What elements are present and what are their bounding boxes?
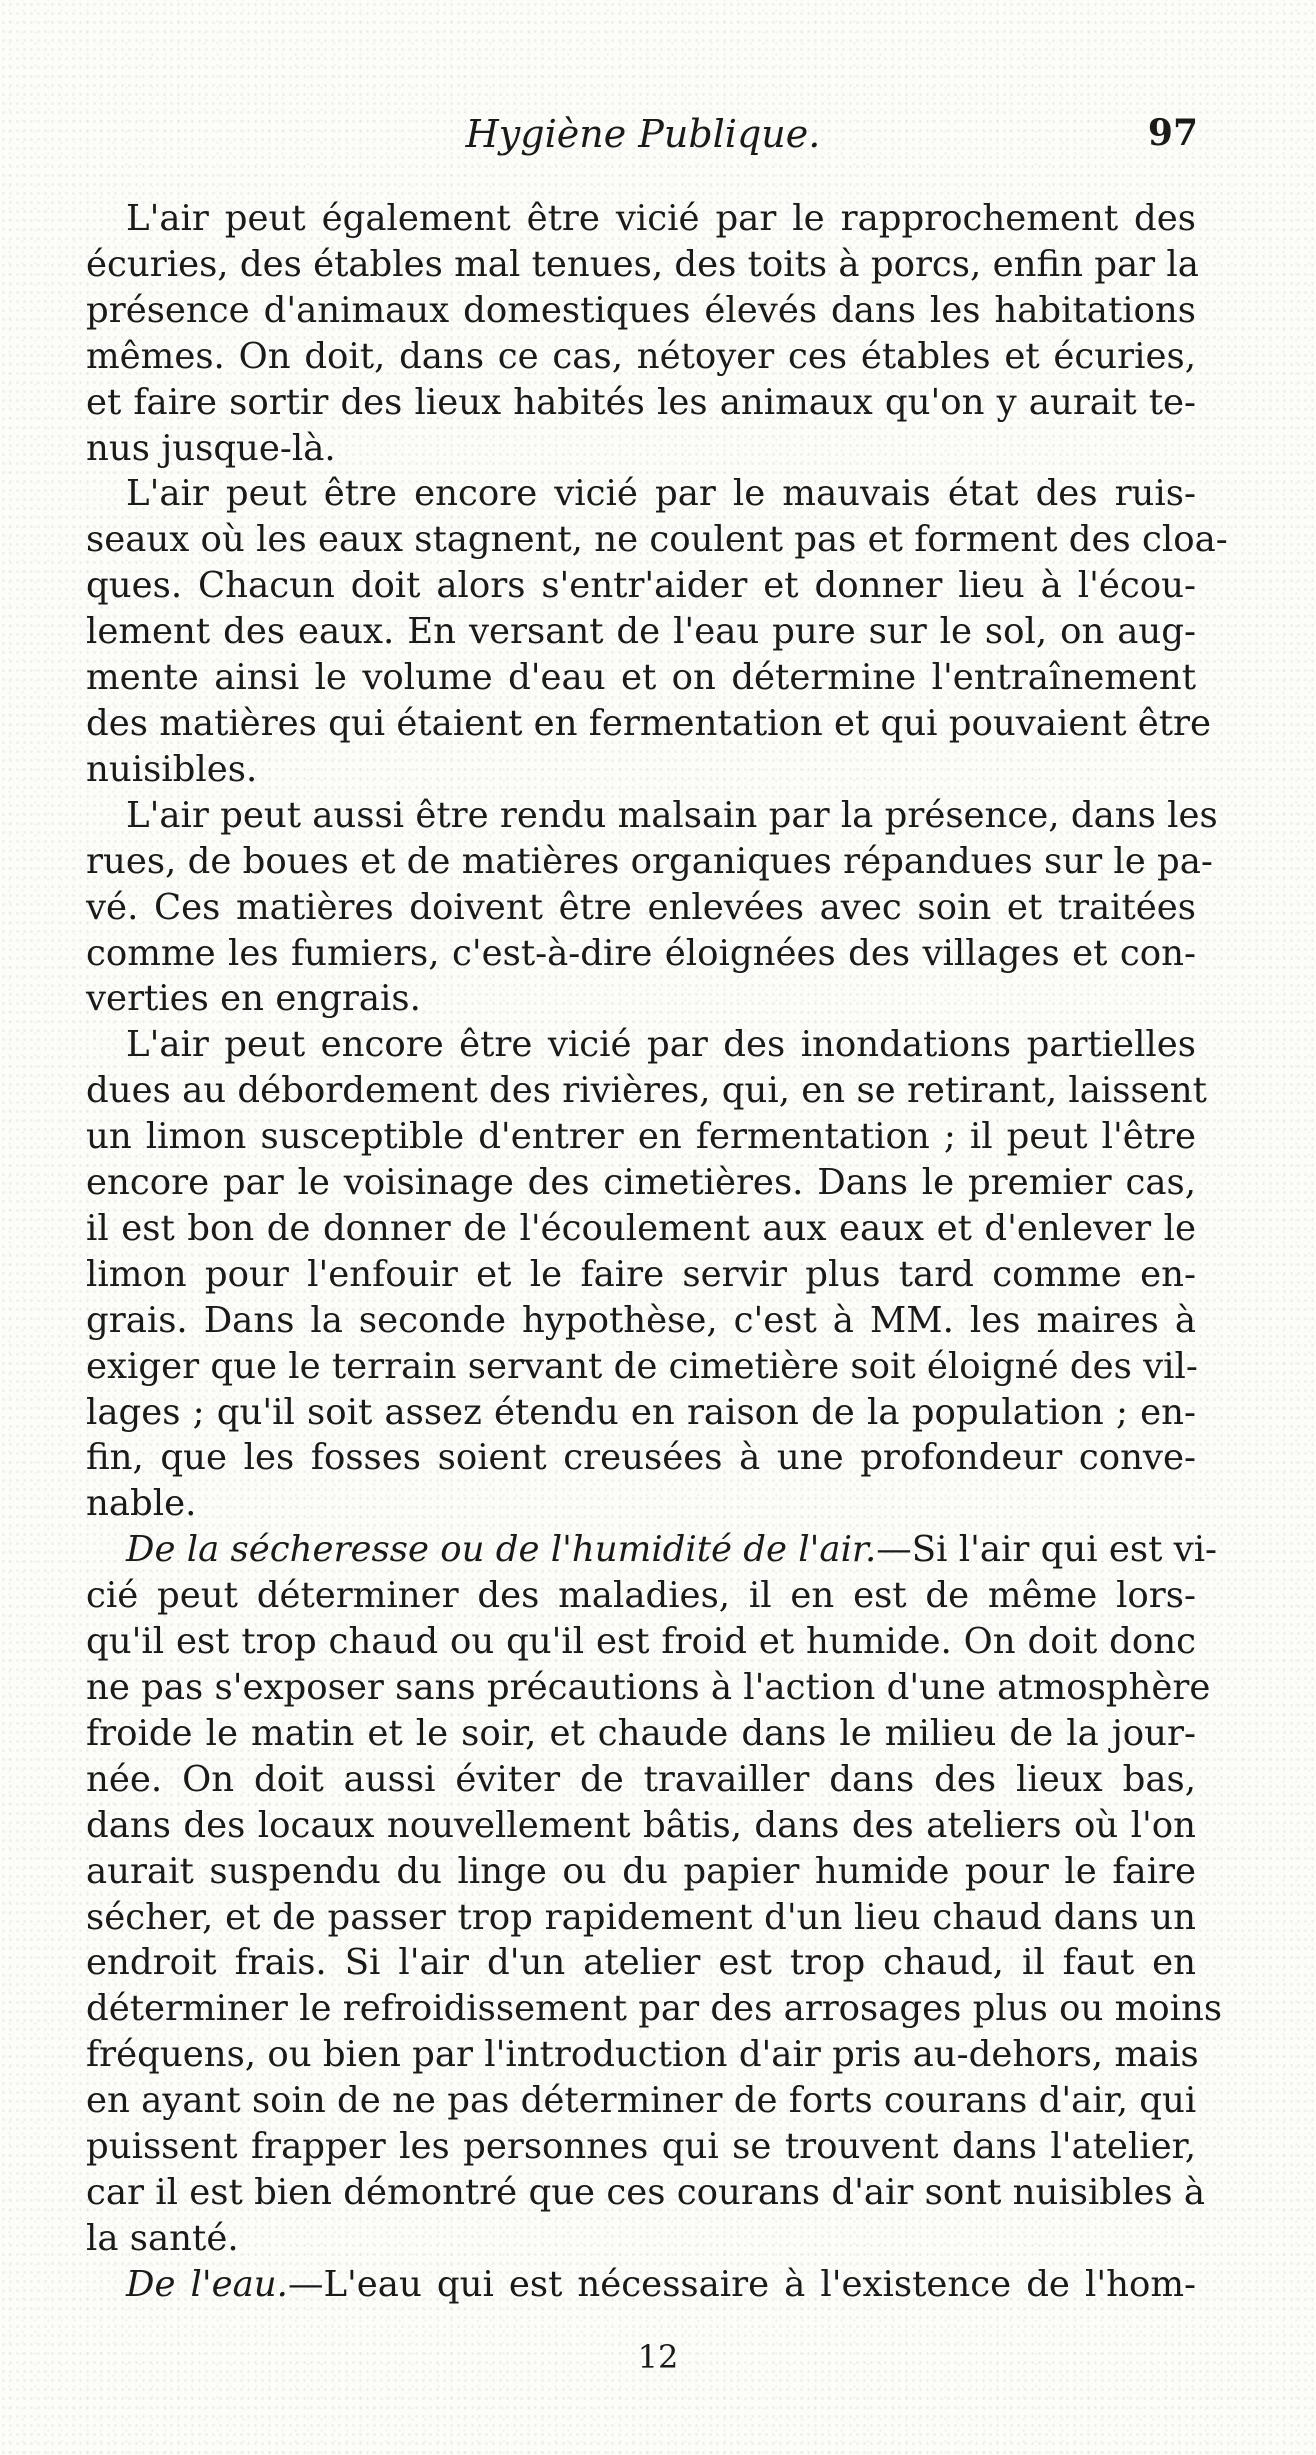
text-line bbox=[86, 2262, 1196, 2308]
text-run: —Si l'air qui est vi- bbox=[876, 1529, 1218, 1571]
text-line: endroit frais. Si l'air d'un atelier est trop chaud, il faut en bbox=[86, 1942, 1196, 1984]
section-heading: De l'eau. bbox=[126, 2263, 288, 2305]
text-line: la santé. bbox=[86, 2217, 239, 2259]
text-line: grais. Dans la seconde hypothèse, c'est à MM. les maires à bbox=[86, 1299, 1196, 1341]
text-line: écuries, des étables mal tenues, des toits à porcs, enfin par la bbox=[86, 243, 1199, 285]
text-line: lement des eaux. En versant de l'eau pure sur le sol, on aug- bbox=[86, 611, 1196, 653]
paragraph bbox=[86, 471, 1228, 792]
text-line: fin, que les fosses soient creusées à une profondeur conve- bbox=[86, 1437, 1196, 1479]
text-line: L'air peut aussi être rendu malsain par la présence, dans les bbox=[126, 794, 1218, 836]
text-line: mente ainsi le volume d'eau et on détermine l'entraînement bbox=[86, 657, 1196, 699]
text-line: un limon susceptible d'entrer en fermentation ; il peut l'être bbox=[86, 1116, 1196, 1158]
text-line: comme les fumiers, c'est-à-dire éloignées des villages et con- bbox=[86, 932, 1196, 974]
text-line: limon pour l'enfouir et le faire servir plus tard comme en- bbox=[86, 1253, 1196, 1295]
text-line bbox=[86, 1527, 1218, 1573]
paragraph bbox=[86, 793, 1218, 1023]
text-line: car il est bien démontré que ces courans d'air sont nuisibles à bbox=[86, 2171, 1206, 2213]
section-heading: De la sécheresse ou de l'humidité de l'air. bbox=[126, 1529, 877, 1571]
text-line: rues, de boues et de matières organiques répandues sur le pa- bbox=[86, 840, 1213, 882]
text-line: ques. Chacun doit alors s'entr'aider et donner lieu à l'écou- bbox=[86, 565, 1196, 607]
text-line: présence d'animaux domestiques élevés dans les habitations bbox=[86, 289, 1196, 331]
running-title: Hygiène Publique. bbox=[465, 112, 821, 156]
text-line: exiger que le terrain servant de cimetière soit éloigné des vil- bbox=[86, 1345, 1198, 1387]
text-line: nus jusque-là. bbox=[86, 427, 336, 469]
paragraph bbox=[86, 2262, 1196, 2308]
text-line: encore par le voisinage des cimetières. Dans le premier cas, bbox=[86, 1162, 1196, 1204]
text-line: verties en engrais. bbox=[86, 978, 421, 1020]
text-line: cié peut déterminer des maladies, il en est de même lors- bbox=[86, 1575, 1196, 1617]
text-line: qu'il est trop chaud ou qu'il est froid et humide. On doit donc bbox=[86, 1621, 1196, 1663]
text-line: déterminer le refroidissement par des arrosages plus ou moins bbox=[86, 1988, 1223, 2030]
signature-mark: 12 bbox=[637, 2338, 679, 2376]
paragraph bbox=[86, 1022, 1207, 1527]
text-line: nable. bbox=[86, 1483, 197, 1525]
page-number: 97 bbox=[1147, 112, 1198, 154]
text-line: ne pas s'exposer sans précautions à l'action d'une atmosphère bbox=[86, 1667, 1211, 1708]
text-line: nuisibles. bbox=[86, 748, 258, 790]
text-line: puissent frapper les personnes qui se trouvent dans l'atelier, bbox=[86, 2126, 1196, 2168]
text-line: née. On doit aussi éviter de travailler dans des lieux bas, bbox=[86, 1758, 1196, 1800]
text-line: froide le matin et le soir, et chaude dans le milieu de la jour- bbox=[86, 1712, 1196, 1754]
text-line: vé. Ces matières doivent être enlevées avec soin et traitées bbox=[86, 886, 1196, 928]
text-line: il est bon de donner de l'écoulement aux eaux et d'enlever le bbox=[86, 1207, 1196, 1249]
text-line: mêmes. On doit, dans ce cas, nétoyer ces étables et écuries, bbox=[86, 335, 1196, 377]
text-line: lages ; qu'il soit assez étendu en raison de la population ; en- bbox=[86, 1391, 1196, 1433]
text-line: seaux où les eaux stagnent, ne coulent pas et forment des cloa- bbox=[86, 519, 1228, 561]
text-line: des matières qui étaient en fermentation et qui pouvaient être bbox=[86, 702, 1211, 744]
body-text bbox=[86, 196, 1228, 2308]
text-line: et faire sortir des lieux habités les animaux qu'on y aurait te- bbox=[86, 381, 1196, 423]
text-line: L'air peut également être vicié par le rapprochement des bbox=[126, 198, 1196, 239]
text-run: —L'eau qui est nécessaire à l'existence de l'hom- bbox=[287, 2263, 1196, 2305]
text-line: dues au débordement des rivières, qui, en se retirant, laissent bbox=[86, 1070, 1207, 1112]
paragraph bbox=[86, 196, 1199, 471]
text-line: dans des locaux nouvellement bâtis, dans des ateliers où l'on bbox=[86, 1804, 1196, 1846]
text-line: fréquens, ou bien par l'introduction d'air pris au-dehors, mais bbox=[86, 2034, 1199, 2076]
text-line: L'air peut être encore vicié par le mauvais état des ruis- bbox=[126, 473, 1196, 515]
page-header bbox=[88, 112, 1198, 172]
text-line: en ayant soin de ne pas déterminer de forts courans d'air, qui bbox=[86, 2080, 1197, 2122]
text-line: aurait suspendu du linge ou du papier humide pour le faire bbox=[86, 1850, 1196, 1892]
text-line: sécher, et de passer trop rapidement d'un lieu chaud dans un bbox=[86, 1896, 1196, 1938]
paragraph bbox=[86, 1527, 1223, 2262]
text-line: L'air peut encore être vicié par des inondations partielles bbox=[126, 1024, 1196, 1066]
